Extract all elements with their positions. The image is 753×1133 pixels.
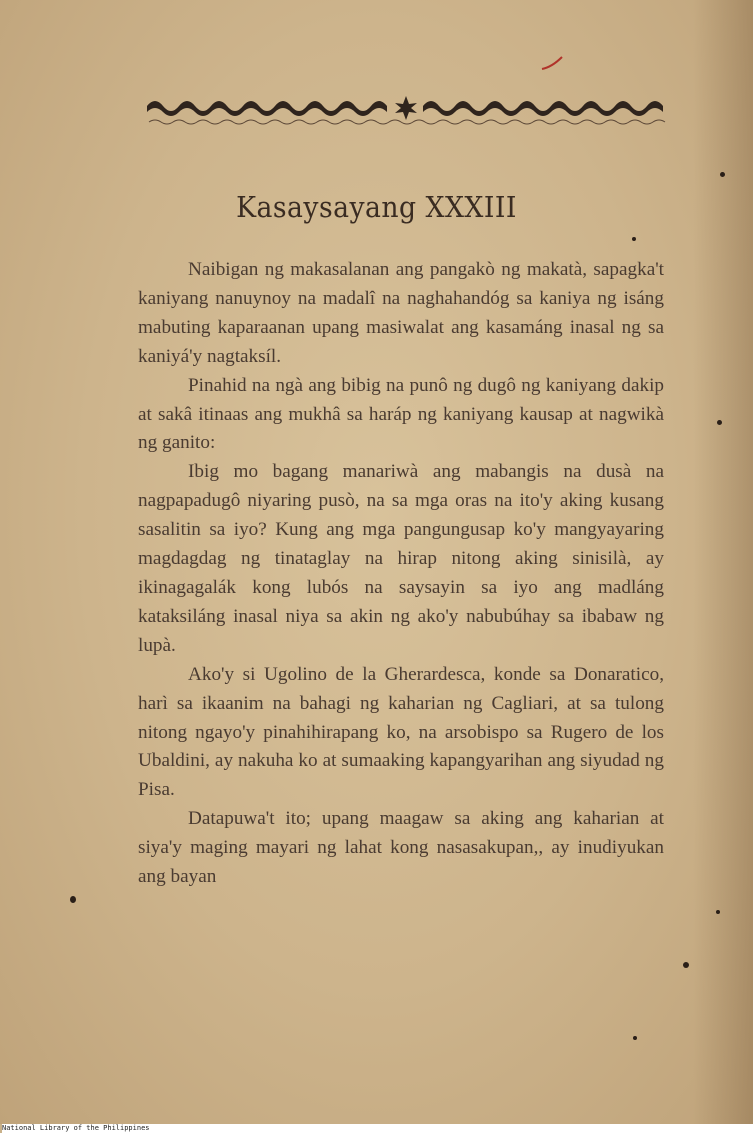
ink-speck <box>683 962 689 968</box>
paragraph-1: Naibigan ng makasalanan ang pangakò ng makatà, sapagka't kaniyang nanuynoy na madalî na naghahandóg sa kaniya ng isáng mabuting kaparaanan upang masiwalat ang kasamáng inasal ng sa kaniyá'y nagtaksíl. <box>138 259 664 367</box>
ink-speck <box>720 172 725 177</box>
ink-speck <box>717 420 722 425</box>
decorative-header-ornament <box>145 88 667 128</box>
paragraph-3: Ibig mo bagang manariwà ang mabangis na dusà na nagpapadugô niyaring pusò, na sa mga oras na ito'y aking kusang sasalitin sa iyo? Kung ang mga pangungusap ko'y mangyayaring magdagdag ng tinataglay na hirap nitong aking sinisilà, ay ikinagagalák kong lubós na saysayin sa iyo ang madláng kataksiláng inasal niya sa akin ng ako'y nabubúhay sa ibabaw ng lupà. <box>138 461 664 656</box>
page-edge-shadow <box>693 0 753 1124</box>
paragraph-5: Datapuwa't ito; upang maagaw sa aking ang kaharian at siya'y maging mayari ng lahat kong nasasakupan,, ay inudiyukan ang bayan <box>138 808 664 888</box>
ink-speck <box>716 910 720 914</box>
ink-speck <box>633 1036 637 1040</box>
chapter-title: Kasaysayang XXXIII <box>236 190 517 224</box>
red-pen-mark <box>540 55 564 73</box>
library-footer-label: National Library of the Philippines <box>2 1124 753 1133</box>
paragraph-2: Pinahid na ngà ang bibig na punô ng dugô ng kaniyang dakip at sakâ itinaas ang mukhâ sa haráp ng kaniyang kausap at nagwikà ng ganito: <box>138 374 664 454</box>
paragraph-4: Ako'y si Ugolino de la Gherardesca, konde sa Donaratico, harì sa ikaanim na bahagi ng kaharian ng Cagliari, at sa tulong nitong ngayo'y pinahihirapang ko, na arsobispo sa Rugero de los Ubaldini, ay nakuha ko at sumaaking kapangyarihan ang siyudad ng Pisa. <box>138 663 664 801</box>
chapter-body <box>138 256 664 892</box>
ink-speck <box>632 237 636 241</box>
ink-speck <box>70 896 76 903</box>
